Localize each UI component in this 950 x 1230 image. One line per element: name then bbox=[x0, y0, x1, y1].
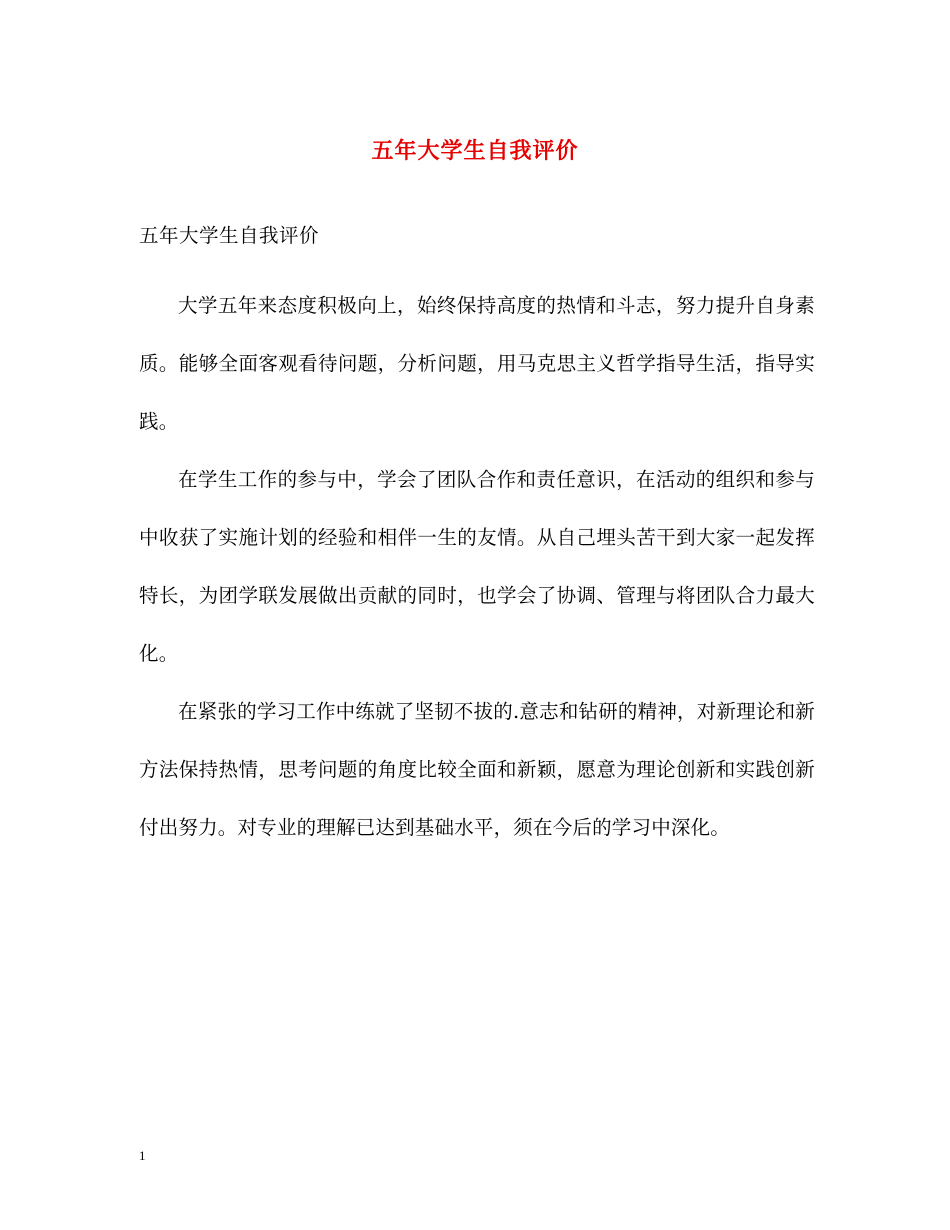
paragraph-student-work: 在学生工作的参与中，学会了团队合作和责任意识，在活动的组织和参与中收获了实施计划的经验和相伴一生的友情。从自己埋头苦干到大家一起发挥特长，为团学联发展做出贡献的同时，也学会了协调、管理与将团队合力最大化。 bbox=[139, 468, 815, 665]
paragraph-attitude: 大学五年来态度积极向上，始终保持高度的热情和斗志，努力提升自身素质。能够全面客观看待问题，分析问题，用马克思主义哲学指导生活，指导实践。 bbox=[139, 294, 815, 433]
paragraph-study: 在紧张的学习工作中练就了坚韧不拔的.意志和钻研的精神，对新理论和新方法保持热情，思考问题的角度比较全面和新颖，愿意为理论创新和实践创新付出努力。对专业的理解已达到基础水平，须在今后的学习中深化。 bbox=[139, 700, 815, 839]
document-subheading: 五年大学生自我评价 bbox=[139, 224, 320, 247]
page-number: 1 bbox=[139, 1148, 146, 1163]
document-title: 五年大学生自我评价 bbox=[371, 138, 579, 164]
document-body bbox=[139, 218, 815, 857]
